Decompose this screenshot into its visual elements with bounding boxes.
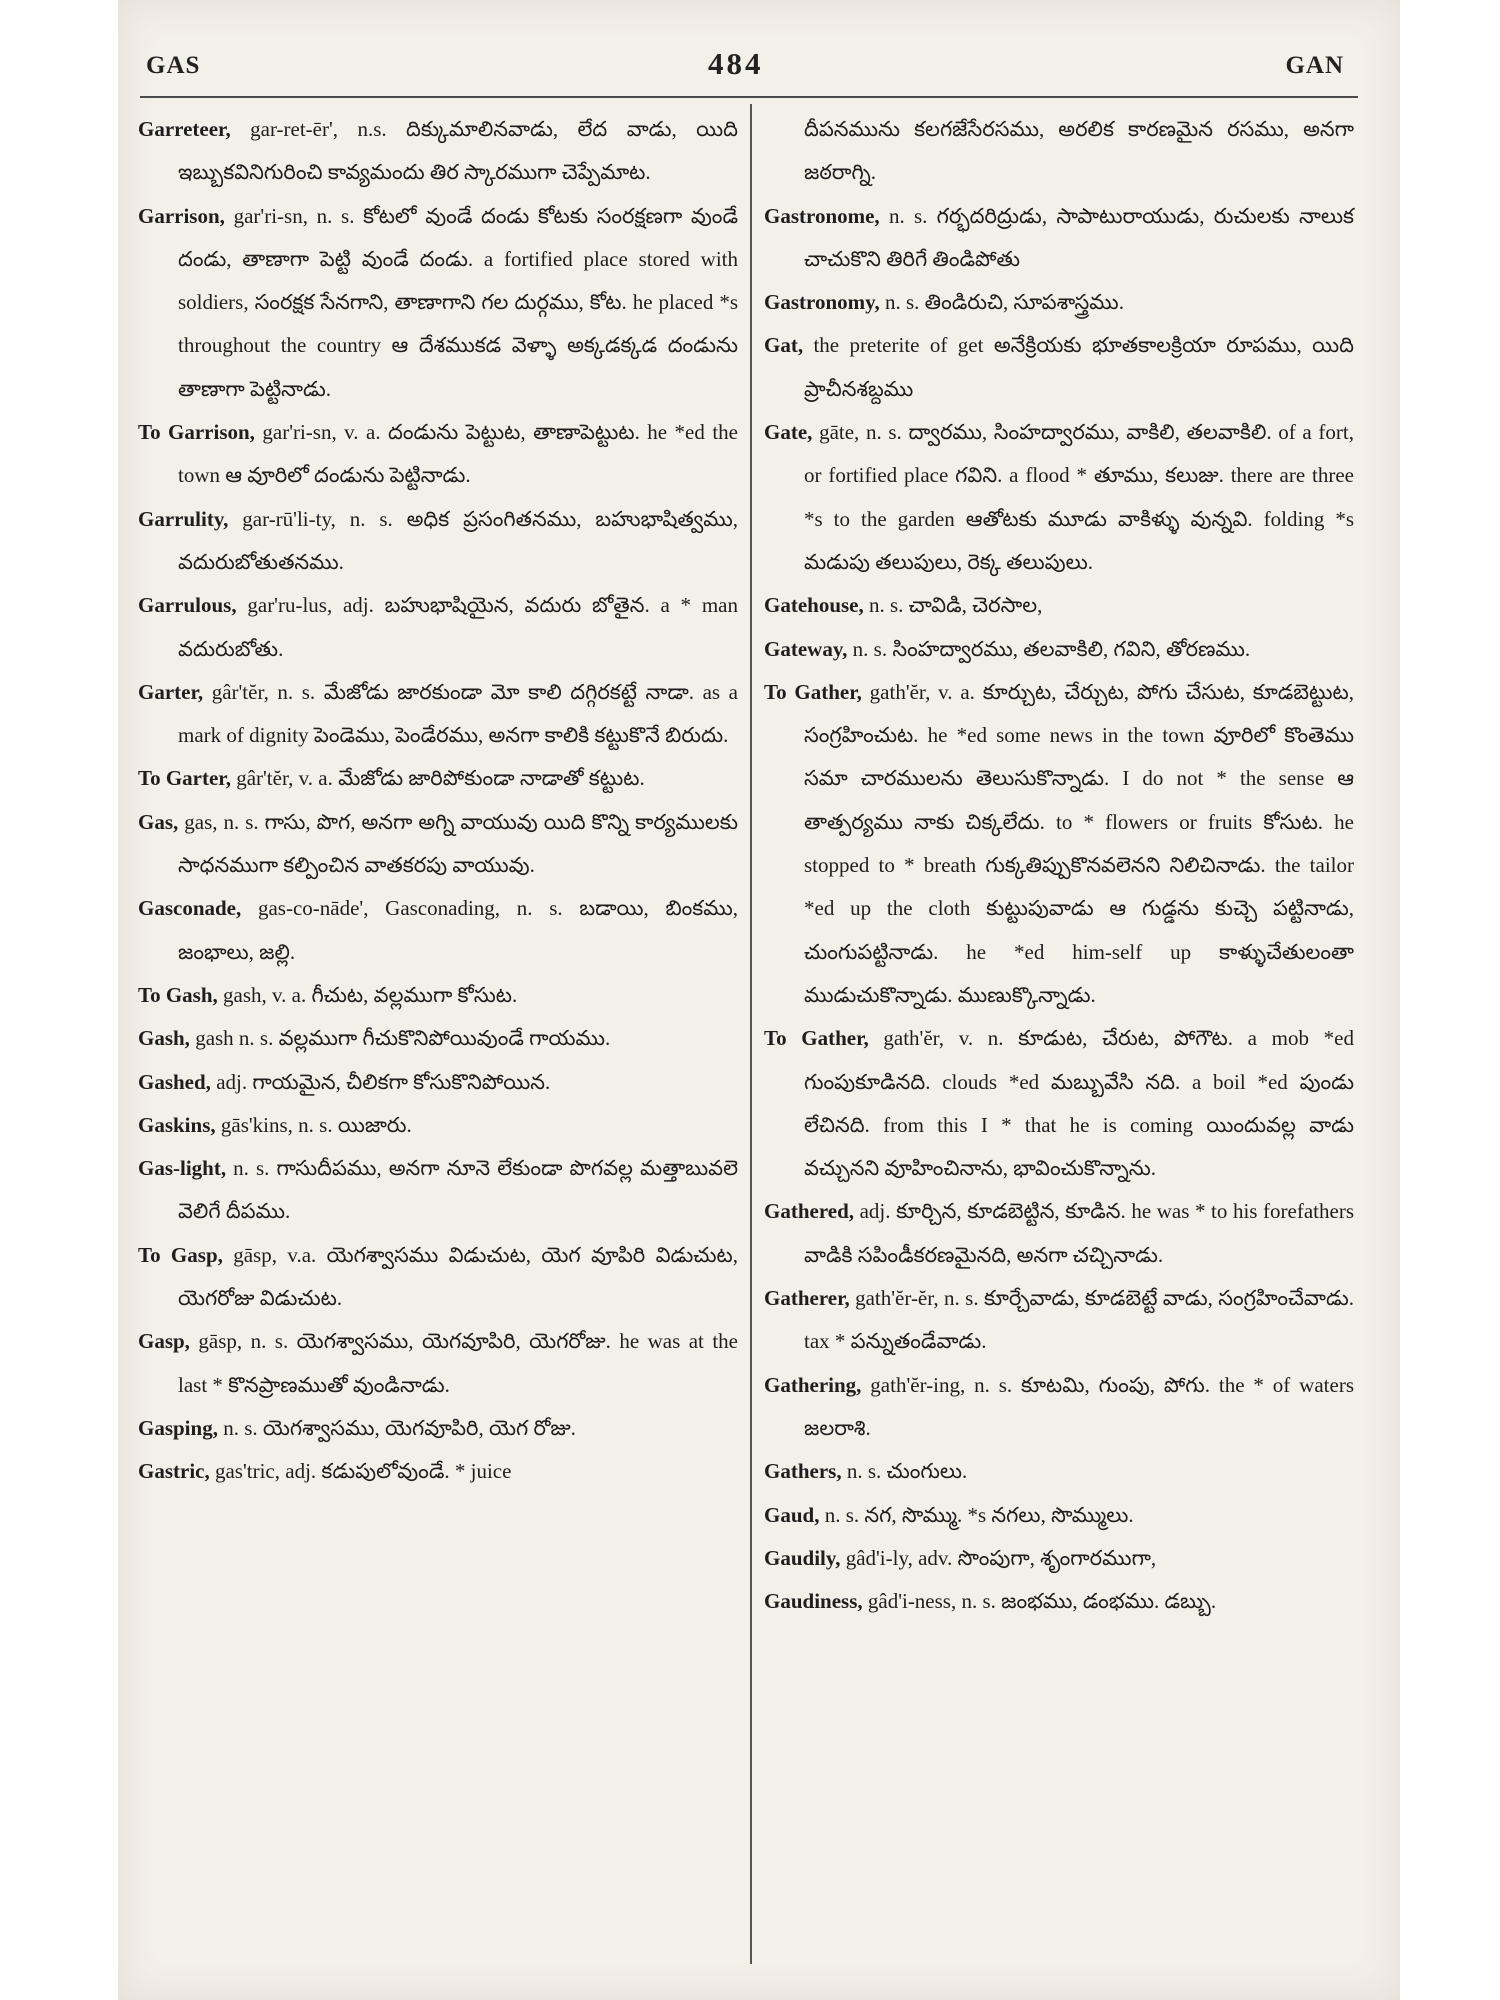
dictionary-entry bbox=[138, 1450, 738, 1493]
running-head-left: GAS bbox=[146, 52, 201, 79]
headword: To Garter, bbox=[138, 766, 231, 791]
definition: gath'ĕr-ing, n. s. కూటమి, గుంపు, పోగు. the * of waters జలరాశి. bbox=[804, 1372, 1354, 1440]
definition: gas-co-nāde', Gasconading, n. s. బడాయి, బింకము, జంభాలు, జల్లి. bbox=[178, 896, 738, 964]
headword: Gathered, bbox=[764, 1199, 855, 1224]
headword: Gathering, bbox=[764, 1372, 862, 1397]
dictionary-entry bbox=[138, 584, 738, 671]
definition: n. s. నగ, సొమ్ము. *s నగలు, సొమ్ములు. bbox=[819, 1502, 1134, 1527]
definition: gar-rū'li-ty, n. s. అధిక ప్రసంగితనము, బహుభాషిత్వము, వదురుబోతుతనము. bbox=[178, 506, 738, 574]
definition: gas, n. s. గాసు, పొగ, అనగా అగ్ని వాయువు యిది కొన్ని కార్యములకు సాధనముగా కల్పించిన వాతకరపు వాయువు. bbox=[178, 809, 738, 878]
definition: gâd'i-ness, n. s. జంభము, డంభము. డబ్బు. bbox=[862, 1589, 1217, 1614]
headword: To Gasp, bbox=[138, 1242, 223, 1267]
definition: gāsp, n. s. యెగశ్వాసము, యెగవూపిరి, యెగరోజు. he was at the last * కొనప్రాణముతో వుండినాడు. bbox=[178, 1329, 738, 1397]
dictionary-entry bbox=[138, 757, 738, 800]
definition: n. s. గర్భదరిద్రుడు, సాపాటురాయుడు, రుచులకు నాలుక చాచుకొని తిరిగే తిండిపోతు bbox=[804, 203, 1354, 271]
dictionary-entry-continued bbox=[764, 108, 1354, 195]
definition: gar'ri-sn, n. s. కోటలో వుండే దండు కోటకు సంరక్షణగా వుండే దండు, తాణాగా పెట్టి వుండే దండు. a fortified place stored with soldiers, సంరక్షక సేనగాని, తాణాగాని గల దుర్గము, కోట. he placed *s throughout the country ఆ దేశముకడ వెళ్ళా అక్కడక్కడ దండును తాణాగా పెట్టినాడు. bbox=[178, 203, 738, 401]
definition: gās'kins, n. s. యిజారు. bbox=[215, 1112, 412, 1137]
dictionary-entry bbox=[764, 1017, 1354, 1190]
dictionary-entry bbox=[764, 195, 1354, 282]
definition: gath'ĕr, v. a. కూర్చుట, చేర్చుట, పోగు చేసుట, కూడబెట్టుట, సంగ్రహించుట. he *ed some news in the town వూరిలో కొంతెము సమా చారములను తెలుసుకొన్నాడు. I do not * the sense ఆ తాత్పర్యము నాకు చిక్కలేదు. to * flowers or fruits కోసుట. he stopped to * breath గుక్కతిప్పుకొనవలెనని నిలిచినాడు. the tailor *ed up the cloth కుట్టుపువాడు ఆ గుడ్డను కుచ్చె పట్టినాడు, చుంగుపట్టినాడు. he *ed him-self up కాళ్ళుచేతులంతా ముడుచుకొన్నాడు. ముణుక్కొన్నాడు. bbox=[804, 679, 1354, 1007]
dictionary-entry bbox=[764, 1277, 1354, 1364]
definition: gāte, n. s. ద్వారము, సింహద్వారము, వాకిలి, తలవాకిలి. of a fort, or fortified place గవిని. a flood * తూము, కలుజు. there are three *s to the garden ఆతోటకు మూడు వాకిళ్ళు వున్నవి. folding *s మడుపు తలుపులు, రెక్క తలుపులు. bbox=[804, 420, 1354, 574]
headword: Gaudiness, bbox=[764, 1589, 863, 1614]
definition: gâd'i-ly, adv. సొంపుగా, శృంగారముగా, bbox=[840, 1545, 1157, 1570]
headword: Gastronomy, bbox=[764, 290, 880, 315]
dictionary-entry bbox=[764, 1537, 1354, 1580]
dictionary-entry bbox=[764, 281, 1354, 324]
definition: adj. గాయమైన, చీలికగా కోసుకొనిపోయిన. bbox=[210, 1069, 551, 1094]
dictionary-entry bbox=[138, 1017, 738, 1060]
definition: n. s. తిండిరుచి, సూపశాస్త్రము. bbox=[879, 290, 1124, 315]
definition: gar-ret-ēr', n.s. దిక్కుమాలినవాడు, లేద వాడు, యిది ఇబ్బుకవినిగురించి కావ్యమందు తిర స్కారముగా చెప్పేమాట. bbox=[178, 117, 738, 185]
headword: Gaud, bbox=[764, 1502, 820, 1527]
definition: the preterite of get అనేక్రియకు భూతకాలక్రియా రూపము, యిది ప్రాచీనశబ్దము bbox=[803, 333, 1354, 401]
column-divider bbox=[750, 104, 752, 1964]
headword: Gatehouse, bbox=[764, 593, 864, 618]
headword: Gate, bbox=[764, 420, 813, 445]
headword: Gasping, bbox=[138, 1415, 218, 1440]
headword: Gastric, bbox=[138, 1459, 210, 1484]
definition: n. s. చుంగులు. bbox=[841, 1459, 968, 1484]
dictionary-entry bbox=[764, 1190, 1354, 1277]
running-head-right: GAN bbox=[1285, 52, 1344, 79]
headword: To Garrison, bbox=[138, 420, 255, 445]
definition: gâr'tĕr, n. s. మేజోడు జారకుండా మో కాలి దగ్గిరకట్టే నాడా. as a mark of dignity పెండెము, పెండేరము, అనగా కాలికి కట్టుకొనే బిరుదు. bbox=[178, 679, 738, 748]
dictionary-entry bbox=[764, 1450, 1354, 1493]
dictionary-entry bbox=[764, 1364, 1354, 1451]
definition: దీపనమును కలగజేసేరసము, అరలిక కారణమైన రసము, అనగా జఠరాగ్ని. bbox=[804, 117, 1354, 185]
dictionary-entry bbox=[138, 887, 738, 974]
headword: Gat, bbox=[764, 333, 804, 358]
headword: Gaudily, bbox=[764, 1545, 841, 1570]
headword: Garrulity, bbox=[138, 506, 229, 531]
headword: To Gather, bbox=[764, 679, 862, 704]
headword: Garreteer, bbox=[138, 117, 231, 141]
dictionary-entry bbox=[138, 1320, 738, 1407]
dictionary-entry bbox=[138, 1104, 738, 1147]
headword: To Gather, bbox=[764, 1026, 869, 1051]
dictionary-entry bbox=[138, 498, 738, 585]
definition: n. s. సింహద్వారము, తలవాకిలి, గవిని, తోరణము. bbox=[847, 636, 1251, 661]
dictionary-entry bbox=[138, 195, 738, 411]
definition: gash, v. a. గీచుట, వల్లముగా కోసుట. bbox=[217, 982, 518, 1007]
dictionary-entry bbox=[138, 974, 738, 1017]
definition: gath'ĕr-ĕr, n. s. కూర్చేవాడు, కూడబెట్టే వాడు, సంగ్రహించేవాడు. tax * పన్నుతండేవాడు. bbox=[804, 1286, 1354, 1354]
definition: gash n. s. వల్లముగా గీచుకొనిపోయివుండే గాయము. bbox=[189, 1026, 611, 1051]
dictionary-entry bbox=[138, 1147, 738, 1234]
definition: adj. కూర్చిన, కూడబెట్టిన, కూడిన. he was * to his forefathers వాడికి సపిండీకరణమైనది, అనగా చచ్చినాడు. bbox=[804, 1199, 1354, 1267]
left-column bbox=[138, 108, 738, 1494]
headword: Gatherer, bbox=[764, 1286, 850, 1311]
dictionary-entry bbox=[138, 1061, 738, 1104]
definition: gâr'tĕr, v. a. మేజోడు జారిపోకుండా నాడాతో కట్టుట. bbox=[230, 766, 645, 791]
dictionary-entry bbox=[138, 671, 738, 758]
headword: Gas, bbox=[138, 809, 179, 834]
headword: Gasp, bbox=[138, 1329, 190, 1354]
dictionary-entry bbox=[764, 1494, 1354, 1537]
headword: Garrulous, bbox=[138, 593, 237, 618]
dictionary-page bbox=[118, 0, 1400, 2000]
right-column bbox=[764, 108, 1354, 1623]
dictionary-entry bbox=[764, 628, 1354, 671]
dictionary-entry bbox=[764, 324, 1354, 411]
header-rule bbox=[140, 96, 1358, 98]
dictionary-entry bbox=[138, 108, 738, 195]
dictionary-entry bbox=[138, 1234, 738, 1321]
dictionary-entry bbox=[138, 411, 738, 498]
definition: gar'ri-sn, v. a. దండును పెట్టుట, తాణాపెట్టుట. he *ed the town ఆ వూరిలో దండును పెట్టినాడు. bbox=[178, 420, 738, 488]
headword: Gasconade, bbox=[138, 896, 242, 921]
headword: Garter, bbox=[138, 679, 204, 704]
headword: To Gash, bbox=[138, 982, 218, 1007]
headword: Garrison, bbox=[138, 203, 225, 228]
headword: Gathers, bbox=[764, 1459, 842, 1484]
definition: n. s. గాసుదీపము, అనగా నూనె లేకుండా పొగవల్ల మత్తాబువలె వెలిగే దీపము. bbox=[178, 1156, 738, 1224]
dictionary-entry bbox=[138, 801, 738, 888]
headword: Gashed, bbox=[138, 1069, 211, 1094]
definition: gar'ru-lus, adj. బహుభాషియైన, వదురు బోతైన. a * man వదురుబోతు. bbox=[178, 593, 738, 661]
definition: gas'tric, adj. కడుపులోవుండే. * juice bbox=[209, 1459, 512, 1484]
headword: Gash, bbox=[138, 1026, 190, 1051]
definition: n. s. చావిడి, చెరసాల, bbox=[863, 593, 1043, 618]
dictionary-entry bbox=[764, 671, 1354, 1017]
headword: Gastronome, bbox=[764, 203, 880, 228]
definition: n. s. యెగశ్వాసము, యెగవూపిరి, యెగ రోజు. bbox=[217, 1415, 576, 1440]
definition: gāsp, v.a. యెగశ్వాసము విడుచుట, యెగ వూపిరి విడుచుట, యెగరోజు విడుచుట. bbox=[178, 1242, 738, 1311]
definition: gath'ĕr, v. n. కూడుట, చేరుట, పోగౌట. a mob *ed గుంపుకూడినది. clouds *ed మబ్బువేసి నది. a boil *ed పుండు లేచినది. from this I * that he is coming యిందువల్ల వాడు వచ్చునని వూహించినాను, భావించుకొన్నాను. bbox=[804, 1026, 1354, 1181]
dictionary-entry bbox=[764, 1580, 1354, 1623]
headword: Gaskins, bbox=[138, 1112, 216, 1137]
dictionary-entry bbox=[764, 411, 1354, 584]
dictionary-entry bbox=[138, 1407, 738, 1450]
page-number: 484 bbox=[708, 46, 764, 81]
headword: Gateway, bbox=[764, 636, 848, 661]
headword: Gas-light, bbox=[138, 1156, 227, 1181]
dictionary-entry bbox=[764, 584, 1354, 627]
